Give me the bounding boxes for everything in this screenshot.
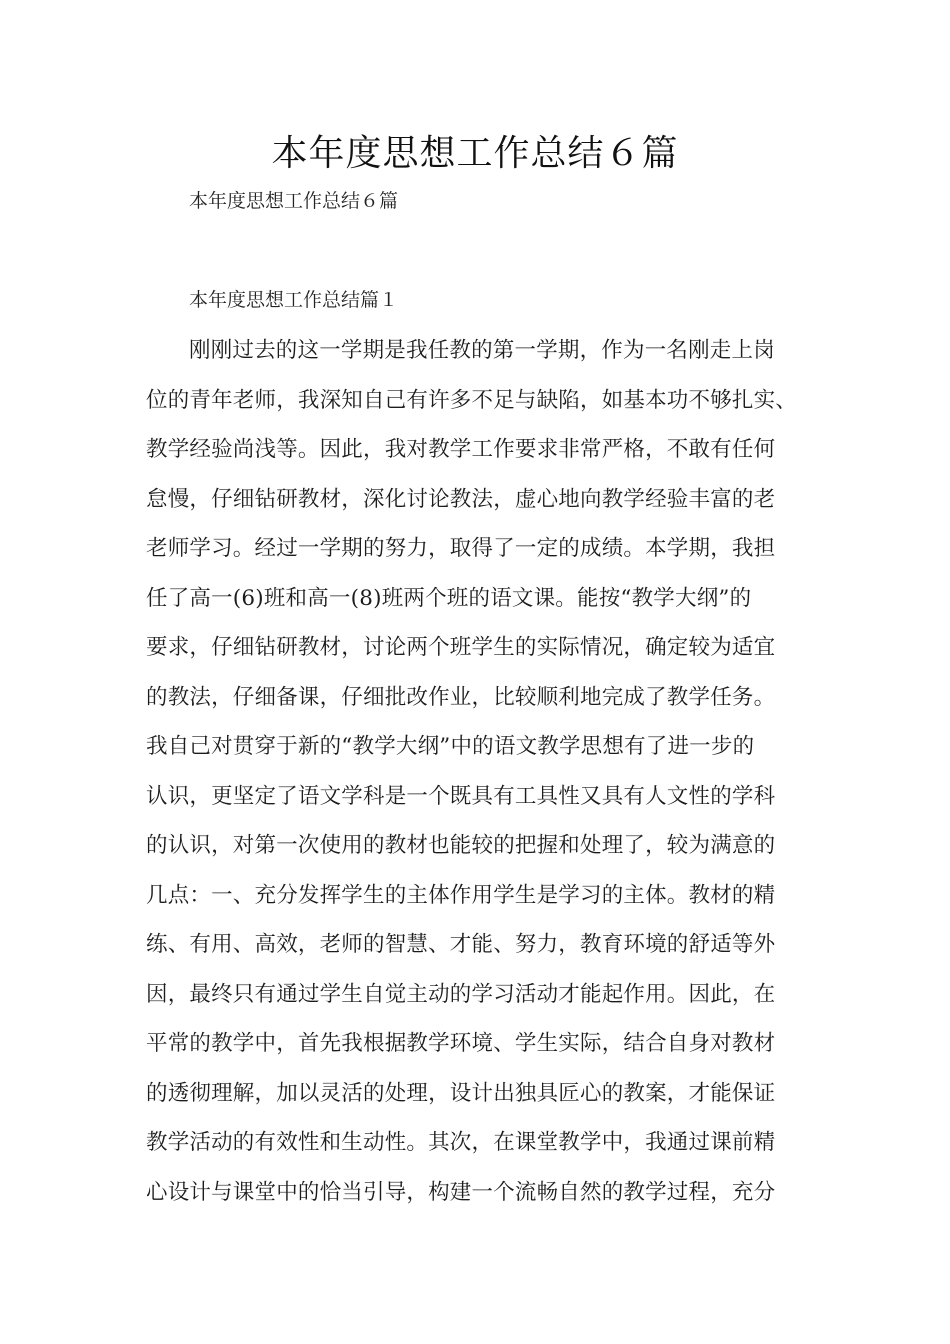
body-paragraph — [146, 336, 814, 1227]
paragraph-line: 我自己对贯穿于新的“教学大纲”中的语文教学思想有了进一步的 — [146, 734, 755, 759]
paragraph-line: 老师学习。经过一学期的努力，取得了一定的成绩。本学期，我担 — [146, 536, 776, 561]
paragraph-line: 刚刚过去的这一学期是我任教的第一学期，作为一名刚走上岗 — [189, 338, 775, 363]
paragraph-line: 怠慢，仔细钻研教材，深化讨论教法，虚心地向教学经验丰富的老 — [146, 486, 776, 512]
document-title: 本年度思想工作总结６篇 — [271, 133, 679, 174]
paragraph-line: 任了高一(6)班和高一(8)班两个班的语文课。能按“教学大纲”的 — [146, 585, 752, 611]
document-subtitle: 本年度思想工作总结６篇 — [189, 190, 399, 212]
paragraph-line: 练、有用、高效，老师的智慧、才能、努力，教育环境的舒适等外 — [146, 932, 776, 957]
section-heading: 本年度思想工作总结篇１ — [189, 289, 399, 311]
paragraph-line: 的透彻理解，加以灵活的处理，设计出独具匠心的教案，才能保证 — [146, 1080, 776, 1106]
paragraph-line: 位的青年老师，我深知自己有许多不足与缺陷，如基本功不够扎实、 — [146, 387, 798, 413]
paragraph-line: 的教法，仔细备课，仔细批改作业，比较顺利地完成了教学任务。 — [146, 684, 776, 710]
paragraph-line: 认识，更坚定了语文学科是一个既具有工具性又具有人文性的学科 — [146, 783, 776, 809]
paragraph-line: 要求，仔细钻研教材，讨论两个班学生的实际情况，确定较为适宜 — [146, 635, 776, 660]
paragraph-line: 因，最终只有通过学生自觉主动的学习活动才能起作用。因此，在 — [146, 981, 776, 1007]
paragraph-line: 的认识，对第一次使用的教材也能较的把握和处理了，较为满意的 — [146, 833, 776, 858]
paragraph-line: 平常的教学中，首先我根据教学环境、学生实际，结合自身对教材 — [146, 1031, 776, 1056]
paragraph-line: 教学经验尚浅等。因此，我对教学工作要求非常严格，不敢有任何 — [146, 437, 776, 462]
paragraph-line: 教学活动的有效性和生动性。其次，在课堂教学中，我通过课前精 — [146, 1130, 776, 1155]
paragraph-line: 几点：一、充分发挥学生的主体作用学生是学习的主体。教材的精 — [146, 882, 776, 908]
paragraph-line: 心设计与课堂中的恰当引导，构建一个流畅自然的教学过程，充分 — [146, 1179, 776, 1205]
